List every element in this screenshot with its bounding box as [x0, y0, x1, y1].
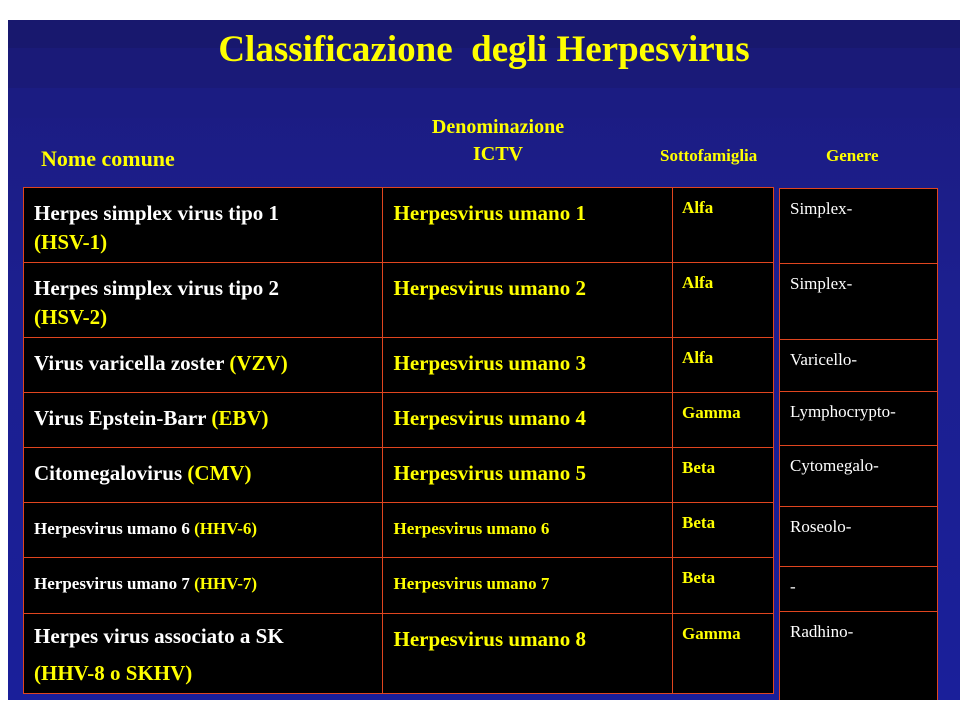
nome-comune-text: Herpesvirus umano 6 [34, 519, 190, 538]
nome-comune-abbr: (VZV) [229, 351, 288, 375]
table-row [24, 503, 774, 558]
nome-comune-cell [24, 338, 383, 393]
nome-comune-text: Herpes simplex virus tipo 1 [34, 201, 279, 225]
sottofamiglia-cell: Beta [673, 448, 774, 503]
nome-comune-abbr: (HHV-7) [194, 574, 258, 593]
ictv-cell: Herpesvirus umano 6 [383, 503, 673, 558]
nome-comune-abbr: (CMV) [187, 461, 252, 485]
table-row [24, 614, 774, 694]
genere-cell: - [779, 566, 938, 612]
genere-cell: Lymphocrypto- [779, 391, 938, 446]
genere-cell: Simplex- [779, 188, 938, 264]
header-nome-comune: Nome comune [41, 146, 175, 171]
nome-comune-text: Virus Epstein-Barr [34, 406, 207, 430]
nome-comune-abbr: (HSV-2) [34, 305, 108, 329]
table-row [24, 338, 774, 393]
nome-comune-abbr: (HHV-6) [194, 519, 258, 538]
genere-cell: Varicello- [779, 339, 938, 392]
sottofamiglia-cell: Gamma [673, 614, 774, 694]
ictv-cell: Herpesvirus umano 8 [383, 614, 673, 694]
sottofamiglia-cell: Beta [673, 558, 774, 614]
herpesvirus-table [23, 187, 774, 694]
table-row [24, 448, 774, 503]
sottofamiglia-cell: Alfa [673, 338, 774, 393]
nome-comune-cell [24, 263, 383, 338]
ictv-cell: Herpesvirus umano 2 [383, 263, 673, 338]
header-sottofamiglia: Sottofamiglia [660, 146, 758, 165]
genere-cell: Simplex- [779, 263, 938, 340]
ictv-cell: Herpesvirus umano 5 [383, 448, 673, 503]
nome-comune-abbr: (HSV-1) [34, 230, 108, 254]
nome-comune-abbr: (EBV) [211, 406, 269, 430]
nome-comune-cell [24, 503, 383, 558]
slide [8, 20, 960, 700]
nome-comune-cell [24, 558, 383, 614]
ictv-cell: Herpesvirus umano 1 [383, 188, 673, 263]
genere-cell: Roseolo- [779, 506, 938, 567]
nome-comune-text: Virus varicella zoster [34, 351, 225, 375]
ictv-cell: Herpesvirus umano 4 [383, 393, 673, 448]
ictv-cell: Herpesvirus umano 7 [383, 558, 673, 614]
table-row [24, 263, 774, 338]
nome-comune-text: Herpes virus associato a SK [34, 624, 284, 648]
table-row [24, 558, 774, 614]
header-genere: Genere [826, 146, 879, 165]
table-row [24, 188, 774, 263]
header-denominazione-line1: Denominazione [431, 116, 565, 138]
nome-comune-cell [24, 393, 383, 448]
header-denominazione-ictv [403, 114, 593, 168]
nome-comune-text: Herpes simplex virus tipo 2 [34, 276, 279, 300]
nome-comune-cell [24, 614, 383, 694]
sottofamiglia-cell: Alfa [673, 263, 774, 338]
nome-comune-text: Citomegalovirus [34, 461, 183, 485]
sottofamiglia-cell: Beta [673, 503, 774, 558]
nome-comune-abbr: (HHV-8 o SKHV) [34, 661, 193, 685]
sottofamiglia-cell: Alfa [673, 188, 774, 263]
nome-comune-text: Herpesvirus umano 7 [34, 574, 190, 593]
sottofamiglia-cell: Gamma [673, 393, 774, 448]
genere-cell: Radhino- [779, 611, 938, 700]
ictv-cell: Herpesvirus umano 3 [383, 338, 673, 393]
nome-comune-cell [24, 448, 383, 503]
table-row [24, 393, 774, 448]
genere-cell: Cytomegalo- [779, 445, 938, 507]
header-denominazione-line2: ICTV [472, 143, 523, 165]
slide-title: Classificazione degli Herpesvirus [218, 29, 750, 70]
nome-comune-cell [24, 188, 383, 263]
